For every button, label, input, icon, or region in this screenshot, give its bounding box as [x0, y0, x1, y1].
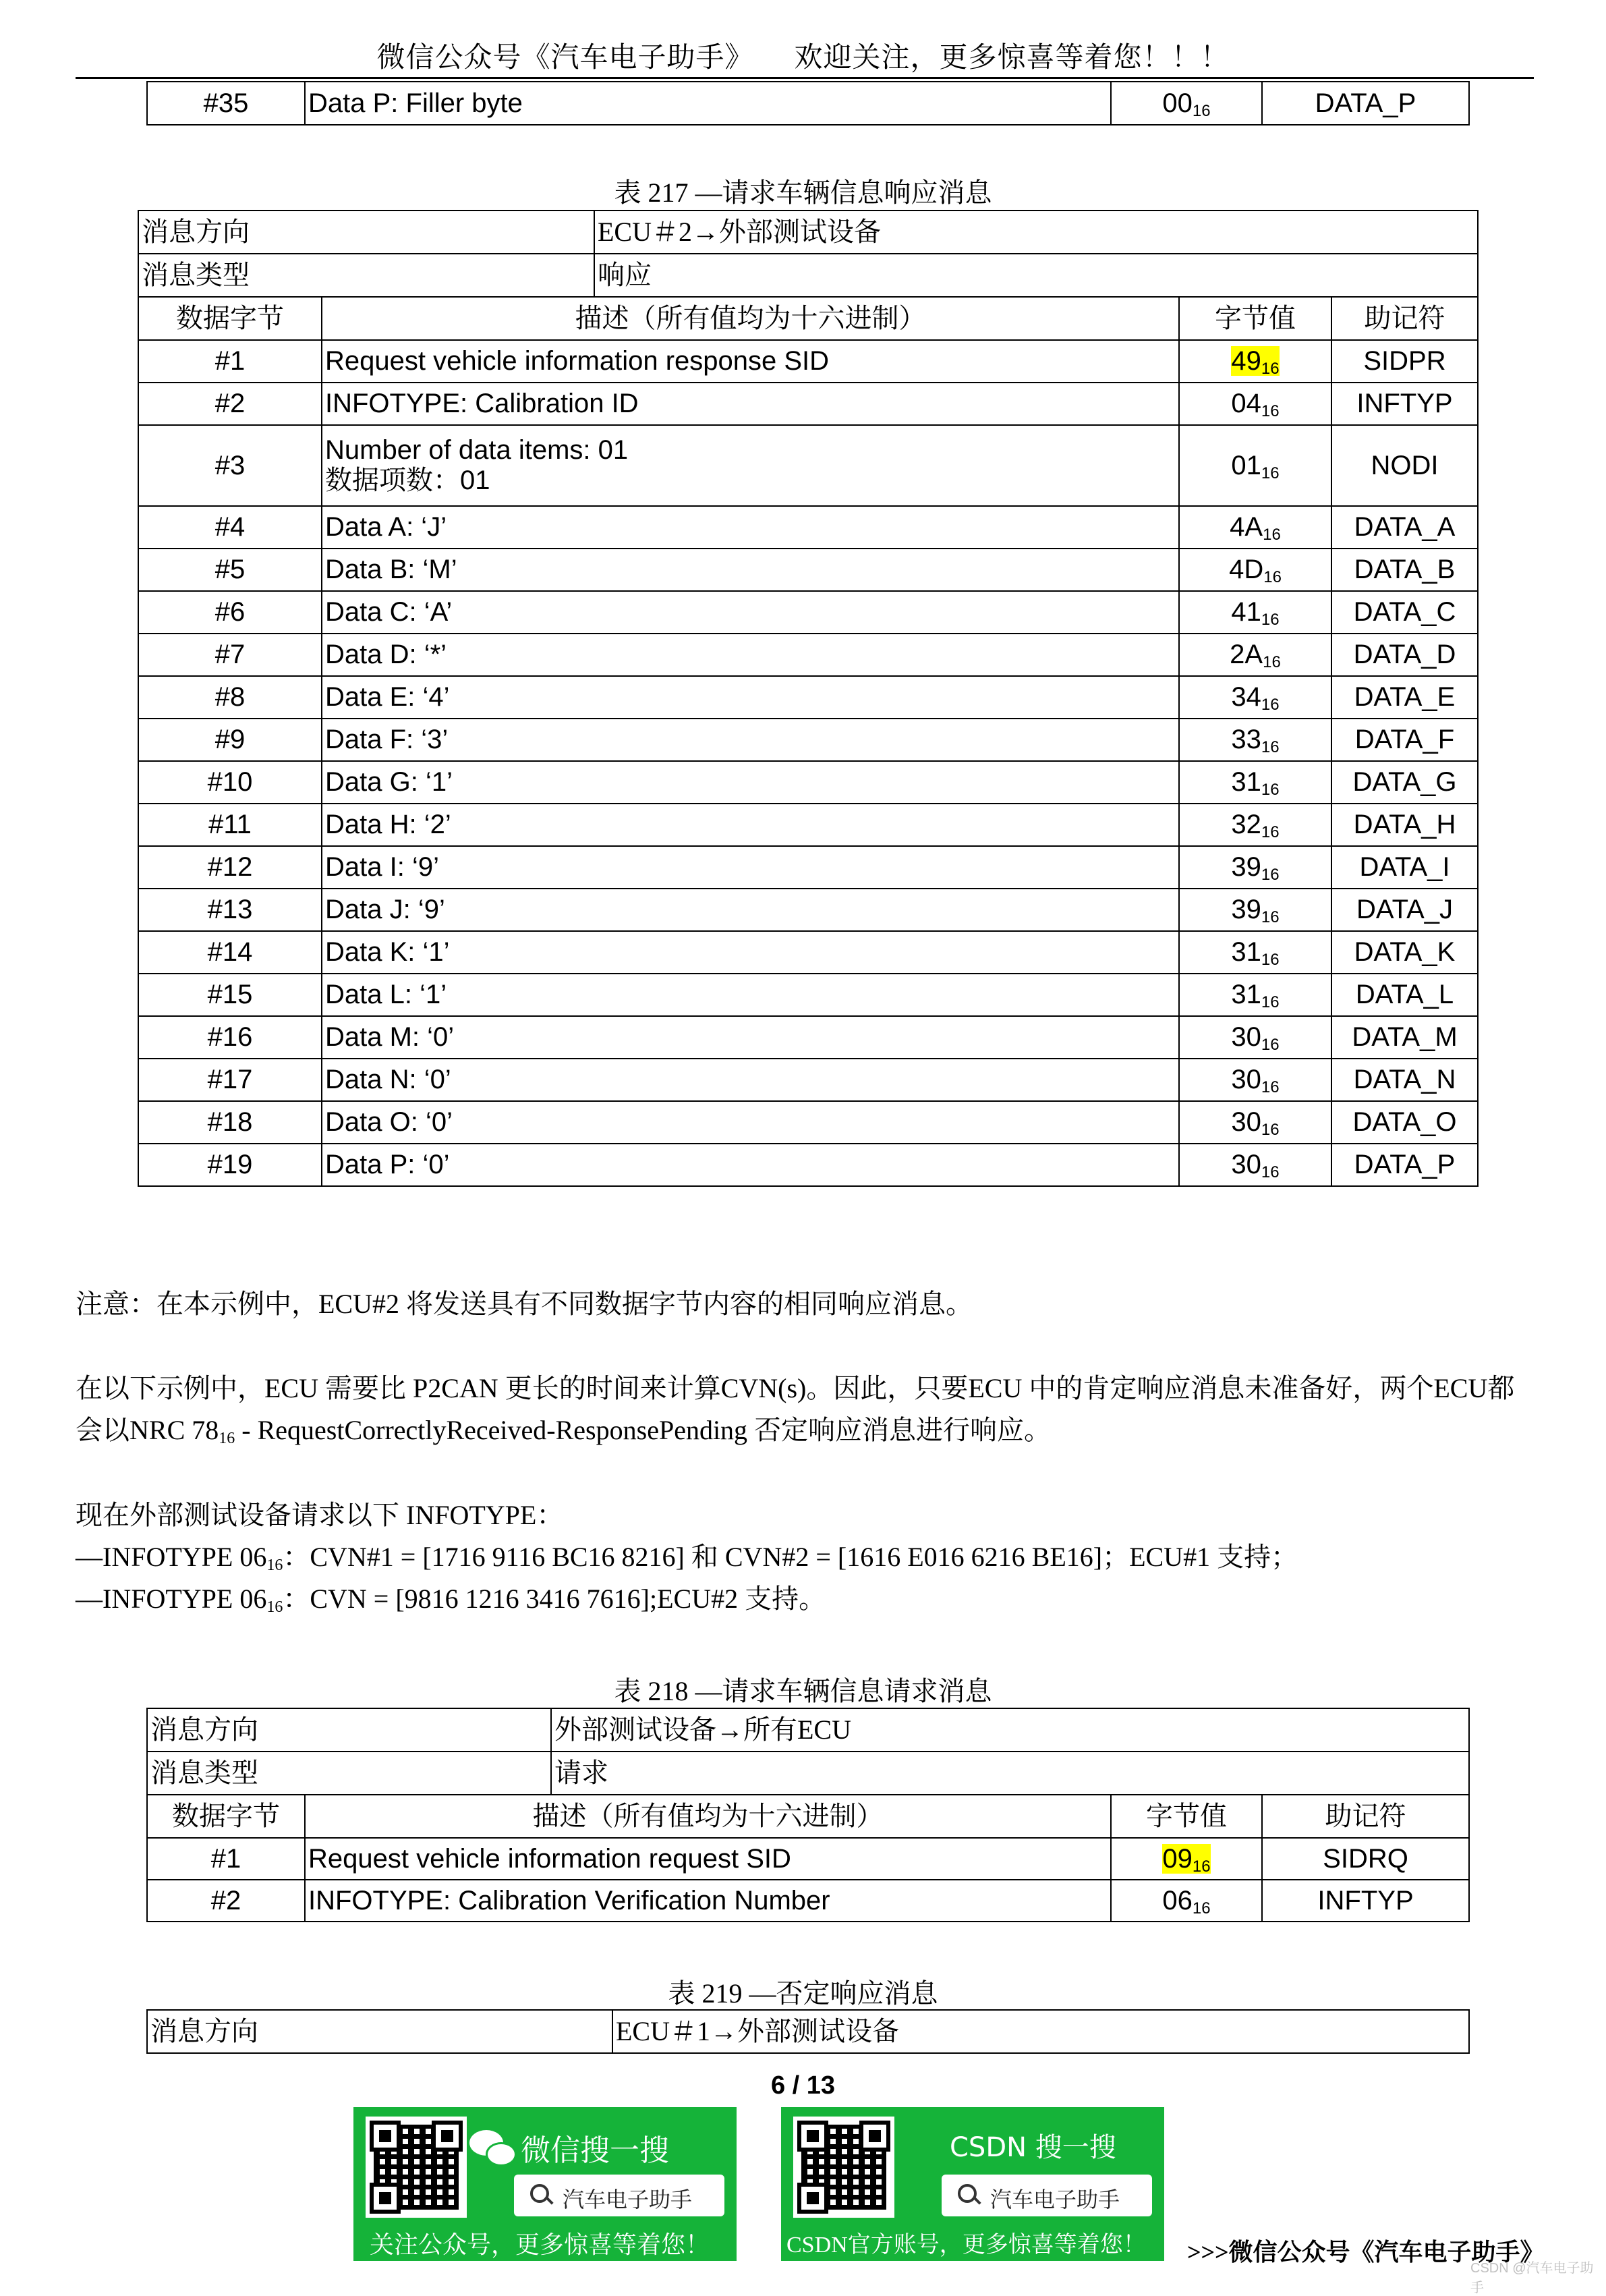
direction-row — [147, 1708, 1469, 1752]
table-row — [138, 974, 1478, 1016]
table-row — [147, 1880, 1469, 1922]
type-row — [147, 1752, 1469, 1795]
desc-cell: Data P: Filler byte — [305, 82, 1111, 125]
table-row — [138, 425, 1478, 506]
value-text: $2A_{16}$ — [1230, 640, 1281, 672]
table-219-caption: 表 219 —否定响应消息 — [668, 1978, 938, 2009]
table-row — [138, 506, 1478, 549]
byte-cell: #15 — [138, 974, 322, 1016]
value-text: $04_{16}$ — [1231, 389, 1280, 421]
value-cell — [1111, 1838, 1262, 1880]
byte-cell: #1 — [147, 1838, 305, 1880]
table-row — [138, 931, 1478, 974]
csdn-banner-footer: CSDN官方账号，更多惊喜等着您！ — [786, 2233, 1146, 2258]
table-row — [138, 761, 1478, 804]
wechat-search-title: 微信搜一搜 — [521, 2133, 669, 2168]
mnemonic-cell: INFTYP — [1262, 1880, 1469, 1922]
table-row — [147, 1838, 1469, 1880]
mnemonic-cell: DATA_D — [1331, 634, 1478, 676]
desc-cell: Data A: ‘J’ — [322, 506, 1179, 549]
desc-cell: Data N: ‘0’ — [322, 1059, 1179, 1101]
header-row — [138, 297, 1478, 340]
value-text: $30_{16}$ — [1231, 1150, 1280, 1182]
header-byte: 数据字节 — [147, 1795, 305, 1838]
mnemonic-cell: DATA_G — [1331, 761, 1478, 804]
value-text: $33_{16}$ — [1231, 725, 1280, 757]
para2-line2: —INFOTYPE $06_{16}$：CVN#1 = [1716 9116 BC16 8216] 和 CVN#2 = [1616 E016 6216 BE16]；ECU#1 支持； — [76, 1542, 1298, 1574]
byte-cell: #2 — [138, 383, 322, 425]
byte-cell: #35 — [147, 82, 305, 125]
byte-cell: #18 — [138, 1101, 322, 1144]
byte-cell: #8 — [138, 676, 322, 719]
desc-cell: INFOTYPE: Calibration Verification Number — [305, 1880, 1111, 1922]
desc-cell: Data F: ‘3’ — [322, 719, 1179, 761]
wechat-search-box[interactable]: 汽车电子助手 — [514, 2175, 724, 2216]
value-text: $4D_{16}$ — [1229, 555, 1282, 587]
table-row — [138, 634, 1478, 676]
value-text: $39_{16}$ — [1231, 852, 1280, 885]
para2-line1: 现在外部测试设备请求以下 INFOTYPE： — [76, 1500, 564, 1530]
desc-line: Number of data items: 01 — [325, 435, 629, 466]
value-text: $01_{16}$ — [1231, 450, 1280, 482]
value-cell — [1179, 761, 1331, 804]
mnemonic-cell: DATA_M — [1331, 1016, 1478, 1059]
value-cell — [1179, 634, 1331, 676]
paragraph-2 — [76, 1494, 1539, 1620]
csdn-banner[interactable] — [781, 2107, 1164, 2261]
byte-cell: #13 — [138, 889, 322, 931]
value-cell — [1179, 1144, 1331, 1186]
value-cell — [1179, 549, 1331, 591]
direction-label: 消息方向 — [147, 1708, 551, 1752]
table-217-caption: 表 217 —请求车辆信息响应消息 — [614, 177, 992, 208]
table-row — [138, 591, 1478, 634]
value-text: $32_{16}$ — [1231, 810, 1280, 842]
desc-cell: Request vehicle information request SID — [305, 1838, 1111, 1880]
mnemonic-cell: DATA_K — [1331, 931, 1478, 974]
direction-value: ECU＃2→外部测试设备 — [594, 211, 1478, 254]
byte-cell: #3 — [138, 425, 322, 506]
mnemonic-cell: SIDRQ — [1262, 1838, 1469, 1880]
mnemonic-cell: DATA_A — [1331, 506, 1478, 549]
highlighted-value: $49_{16}$ — [1231, 346, 1280, 379]
value-cell — [1179, 1059, 1331, 1101]
header-row — [147, 1795, 1469, 1838]
table-row — [147, 82, 1469, 125]
value-text: $41_{16}$ — [1231, 597, 1280, 629]
byte-cell: #5 — [138, 549, 322, 591]
direction-label: 消息方向 — [147, 2010, 612, 2053]
value-text: $31_{16}$ — [1231, 980, 1280, 1012]
value-cell — [1179, 804, 1331, 846]
table-row — [138, 804, 1478, 846]
table-row — [138, 719, 1478, 761]
highlighted-value: $09_{16}$ — [1162, 1843, 1211, 1876]
header-mnemonic: 助记符 — [1331, 297, 1478, 340]
csdn-search-title: CSDN 搜一搜 — [950, 2132, 1116, 2163]
byte-cell: #7 — [138, 634, 322, 676]
qr-code-icon — [793, 2117, 894, 2218]
table-row — [138, 889, 1478, 931]
byte-cell: #4 — [138, 506, 322, 549]
mnemonic-cell: DATA_O — [1331, 1101, 1478, 1144]
value-text: $34_{16}$ — [1231, 682, 1280, 715]
desc-cell: Data B: ‘M’ — [322, 549, 1179, 591]
direction-value: ECU＃1→外部测试设备 — [612, 2010, 1469, 2053]
mnemonic-cell: INFTYP — [1331, 383, 1478, 425]
value-cell — [1179, 1016, 1331, 1059]
type-label: 消息类型 — [138, 254, 594, 297]
mnemonic-cell: DATA_E — [1331, 676, 1478, 719]
desc-cell: Data M: ‘0’ — [322, 1016, 1179, 1059]
search-icon — [958, 2184, 977, 2203]
type-value: 响应 — [594, 254, 1478, 297]
value-text: $39_{16}$ — [1231, 895, 1280, 927]
direction-row — [147, 2010, 1469, 2053]
desc-cell: Data O: ‘0’ — [322, 1101, 1179, 1144]
value-cell — [1179, 846, 1331, 889]
byte-cell: #2 — [147, 1880, 305, 1922]
type-label: 消息类型 — [147, 1752, 551, 1795]
desc-cell: Data E: ‘4’ — [322, 676, 1179, 719]
paragraph-1: 在以下示例中，ECU 需要比 P2CAN 更长的时间来计算CVN(s)。因此，只要ECU 中的肯定响应消息未准备好，两个ECU都会以NRC $78_{16}$ - RequestCorrectlyReceived-ResponsePending 否定响应消息进行响应。 — [76, 1373, 1515, 1447]
value-cell — [1179, 719, 1331, 761]
table-row — [138, 383, 1478, 425]
desc-cell: Data D: ‘*’ — [322, 634, 1179, 676]
wechat-banner[interactable] — [353, 2107, 737, 2261]
value-cell — [1179, 1101, 1331, 1144]
type-row — [138, 254, 1478, 297]
header-left: 微信公众号《汽车电子助手》 — [376, 43, 754, 74]
value-cell — [1179, 889, 1331, 931]
value-cell: $00_{16}$ — [1111, 82, 1262, 125]
table-218 — [146, 1708, 1470, 1922]
byte-cell: #6 — [138, 591, 322, 634]
table-row — [138, 676, 1478, 719]
footer-wechat-link[interactable]: >>>微信公众号《汽车电子助手》 — [1187, 2239, 1545, 2266]
value-text: $30_{16}$ — [1231, 1022, 1280, 1055]
byte-cell: #11 — [138, 804, 322, 846]
wechat-banner-footer: 关注公众号，更多惊喜等着您！ — [370, 2231, 710, 2258]
header-right: 欢迎关注，更多惊喜等着您！！！ — [794, 43, 1230, 74]
value-cell — [1179, 506, 1331, 549]
header-value: 字节值 — [1111, 1795, 1262, 1838]
header-divider — [76, 77, 1534, 79]
table-row — [138, 1059, 1478, 1101]
mnemonic-cell: DATA_B — [1331, 549, 1478, 591]
value-cell — [1179, 676, 1331, 719]
desc-line: 数据项数：01 — [325, 466, 490, 495]
header-value: 字节值 — [1179, 297, 1331, 340]
value-text: $30_{16}$ — [1231, 1065, 1280, 1097]
byte-cell: #9 — [138, 719, 322, 761]
header-byte: 数据字节 — [138, 297, 322, 340]
value-text: $31_{16}$ — [1231, 937, 1280, 970]
header-desc: 描述（所有值均为十六进制） — [322, 297, 1179, 340]
table-219 — [146, 2009, 1470, 2054]
table-row — [138, 1144, 1478, 1186]
mnemonic-cell: DATA_P — [1262, 82, 1469, 125]
header-mnemonic: 助记符 — [1262, 1795, 1469, 1838]
desc-cell: Request vehicle information response SID — [322, 340, 1179, 383]
desc-cell: INFOTYPE: Calibration ID — [322, 383, 1179, 425]
value-text: $4A_{16}$ — [1230, 512, 1281, 544]
value-text: $31_{16}$ — [1231, 767, 1280, 800]
note-text: 注意：在本示例中，ECU#2 将发送具有不同数据字节内容的相同响应消息。 — [76, 1289, 973, 1319]
para2-line3: —INFOTYPE $06_{16}$：CVN = [9816 1216 3416 7616];ECU#2 支持。 — [76, 1584, 826, 1616]
byte-cell: #14 — [138, 931, 322, 974]
table-217 — [138, 210, 1479, 1187]
direction-label: 消息方向 — [138, 211, 594, 254]
mnemonic-cell: DATA_F — [1331, 719, 1478, 761]
byte-cell: #19 — [138, 1144, 322, 1186]
watermark: CSDN @汽车电子助手 — [1470, 2261, 1594, 2295]
continuation-table — [146, 81, 1470, 125]
table-row — [138, 1016, 1478, 1059]
mnemonic-cell: DATA_H — [1331, 804, 1478, 846]
type-value: 请求 — [551, 1752, 1469, 1795]
byte-cell: #1 — [138, 340, 322, 383]
mnemonic-cell: DATA_C — [1331, 591, 1478, 634]
value-cell — [1111, 1880, 1262, 1922]
value-cell — [1179, 425, 1331, 506]
mnemonic-cell: DATA_P — [1331, 1144, 1478, 1186]
page-number: 6 / 13 — [770, 2071, 836, 2100]
header-desc: 描述（所有值均为十六进制） — [305, 1795, 1111, 1838]
desc-cell: Data C: ‘A’ — [322, 591, 1179, 634]
page-header — [0, 35, 1606, 76]
desc-cell: Data I: ‘9’ — [322, 846, 1179, 889]
byte-cell: #12 — [138, 846, 322, 889]
table-row — [138, 1101, 1478, 1144]
table-row — [138, 549, 1478, 591]
mnemonic-cell: DATA_I — [1331, 846, 1478, 889]
table-row — [138, 846, 1478, 889]
value-text: $30_{16}$ — [1231, 1107, 1280, 1140]
csdn-search-box[interactable]: 汽车电子助手 — [942, 2175, 1152, 2216]
byte-cell: #16 — [138, 1016, 322, 1059]
desc-cell: Data G: ‘1’ — [322, 761, 1179, 804]
desc-cell: Data K: ‘1’ — [322, 931, 1179, 974]
byte-cell: #10 — [138, 761, 322, 804]
mnemonic-cell: DATA_N — [1331, 1059, 1478, 1101]
direction-value: 外部测试设备→所有ECU — [551, 1708, 1469, 1752]
mnemonic-cell: NODI — [1331, 425, 1478, 506]
mnemonic-cell: SIDPR — [1331, 340, 1478, 383]
mnemonic-cell: DATA_L — [1331, 974, 1478, 1016]
desc-cell: Data H: ‘2’ — [322, 804, 1179, 846]
value-cell — [1179, 340, 1331, 383]
value-cell — [1179, 974, 1331, 1016]
desc-cell — [322, 425, 1179, 506]
desc-cell: Data P: ‘0’ — [322, 1144, 1179, 1186]
value-cell — [1179, 383, 1331, 425]
qr-code-icon — [366, 2117, 467, 2218]
desc-cell: Data J: ‘9’ — [322, 889, 1179, 931]
table-row — [138, 340, 1478, 383]
table-218-caption: 表 218 —请求车辆信息请求消息 — [614, 1676, 992, 1706]
value-cell — [1179, 931, 1331, 974]
direction-row — [138, 211, 1478, 254]
mnemonic-cell: DATA_J — [1331, 889, 1478, 931]
desc-cell: Data L: ‘1’ — [322, 974, 1179, 1016]
search-icon — [530, 2184, 549, 2203]
byte-cell: #17 — [138, 1059, 322, 1101]
value-cell — [1179, 591, 1331, 634]
value-text: $06_{16}$ — [1162, 1885, 1211, 1917]
